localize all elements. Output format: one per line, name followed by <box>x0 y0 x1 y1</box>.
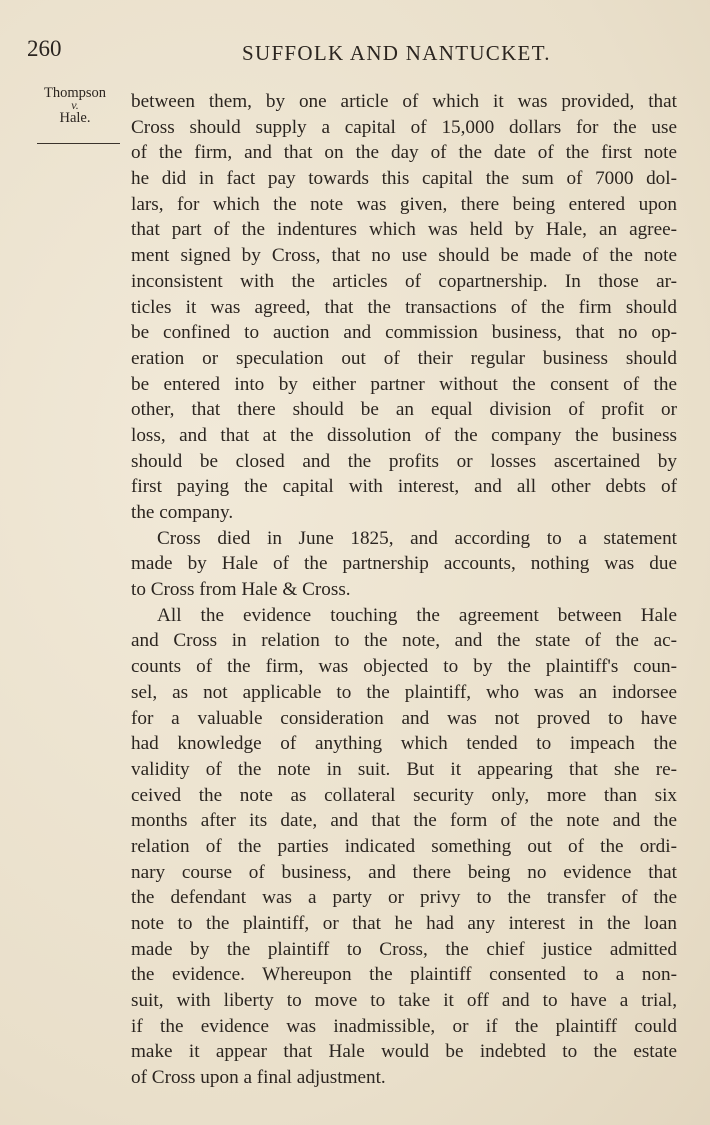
text-line: All the evidence touching the agreement between Hale <box>157 604 677 626</box>
paragraph <box>131 526 677 603</box>
text-line: the evidence. Whereupon the plaintiff consented to a non- <box>131 964 677 986</box>
text-line: sel, as not applicable to the plaintiff, who was an indorsee <box>131 681 677 703</box>
sidenote-versus: v. <box>71 98 79 112</box>
text-line: that part of the indentures which was held by Hale, an agree- <box>131 219 677 241</box>
text-line: ceived the note as collateral security only, more than six <box>131 784 677 806</box>
text-line: made by Hale of the partnership accounts, nothing was due <box>131 553 677 575</box>
sidenote-plaintiff: Thompson <box>43 85 107 101</box>
text-line: months after its date, and that the form of the note and the <box>131 810 677 832</box>
text-line: be entered into by either partner without the consent of the <box>131 373 677 395</box>
text-line: other, that there should be an equal division of profit or <box>131 399 677 421</box>
text-line: eration or speculation out of their regular business should <box>131 347 677 369</box>
text-line: validity of the note in suit. But it appearing that she re- <box>131 758 677 780</box>
case-sidenote <box>30 86 120 125</box>
text-line: relation of the parties indicated something out of the ordi- <box>131 835 677 857</box>
running-head: SUFFOLK AND NANTUCKET. <box>242 41 551 65</box>
text-line: suit, with liberty to move to take it off and to have a trial, <box>131 990 677 1012</box>
text-line: had knowledge of anything which tended to impeach the <box>131 733 677 755</box>
text-line: lars, for which the note was given, there being entered upon <box>131 193 677 215</box>
text-line: note to the plaintiff, or that he had any interest in the loan <box>131 913 677 934</box>
text-line: between them, by one article of which it was provided, that <box>131 91 677 112</box>
text-line: should be closed and the profits or losses ascertained by <box>131 450 677 472</box>
text-line: nary course of business, and there being no evidence that <box>131 861 677 883</box>
text-line: he did in fact pay towards this capital the sum of 7000 dol- <box>131 168 677 190</box>
text-line: loss, and that at the dissolution of the company the business <box>131 424 677 446</box>
text-line: make it appear that Hale would be indebted to the estate <box>131 1041 677 1063</box>
text-line: for a valuable consideration and was not proved to have <box>131 707 677 729</box>
text-line: counts of the firm, was objected to by the plaintiff's coun- <box>131 656 677 678</box>
body-text <box>131 89 677 1091</box>
text-line: inconsistent with the articles of copartnership. In those ar- <box>131 270 677 292</box>
page-number: 260 <box>27 36 62 61</box>
paragraph <box>131 603 677 1091</box>
text-line: ticles it was agreed, that the transactions of the firm should <box>131 296 677 318</box>
text-line: the defendant was a party or privy to the transfer of the <box>131 887 677 909</box>
text-line: of the firm, and that on the day of the date of the first note <box>131 142 677 164</box>
text-line: be confined to auction and commission business, that no op- <box>131 322 677 344</box>
text-line: made by the plaintiff to Cross, the chief justice admitted <box>131 938 677 960</box>
text-line: of Cross upon a final adjustment. <box>131 1067 386 1089</box>
sidenote-defendant: Hale. <box>59 110 91 126</box>
text-line: and Cross in relation to the note, and the state of the ac- <box>131 630 677 652</box>
paragraph <box>131 89 677 526</box>
text-line: if the evidence was inadmissible, or if the plaintiff could <box>131 1015 677 1037</box>
text-line: ment signed by Cross, that no use should be made of the note <box>131 245 677 267</box>
text-line: the company. <box>131 502 234 523</box>
text-line: first paying the capital with interest, and all other debts of <box>131 476 677 498</box>
text-line: Cross should supply a capital of 15,000 dollars for the use <box>131 116 677 138</box>
text-line: Cross died in June 1825, and according to a statement <box>157 527 677 549</box>
sidenote-rule <box>37 143 120 144</box>
text-line: to Cross from Hale & Cross. <box>131 579 351 601</box>
